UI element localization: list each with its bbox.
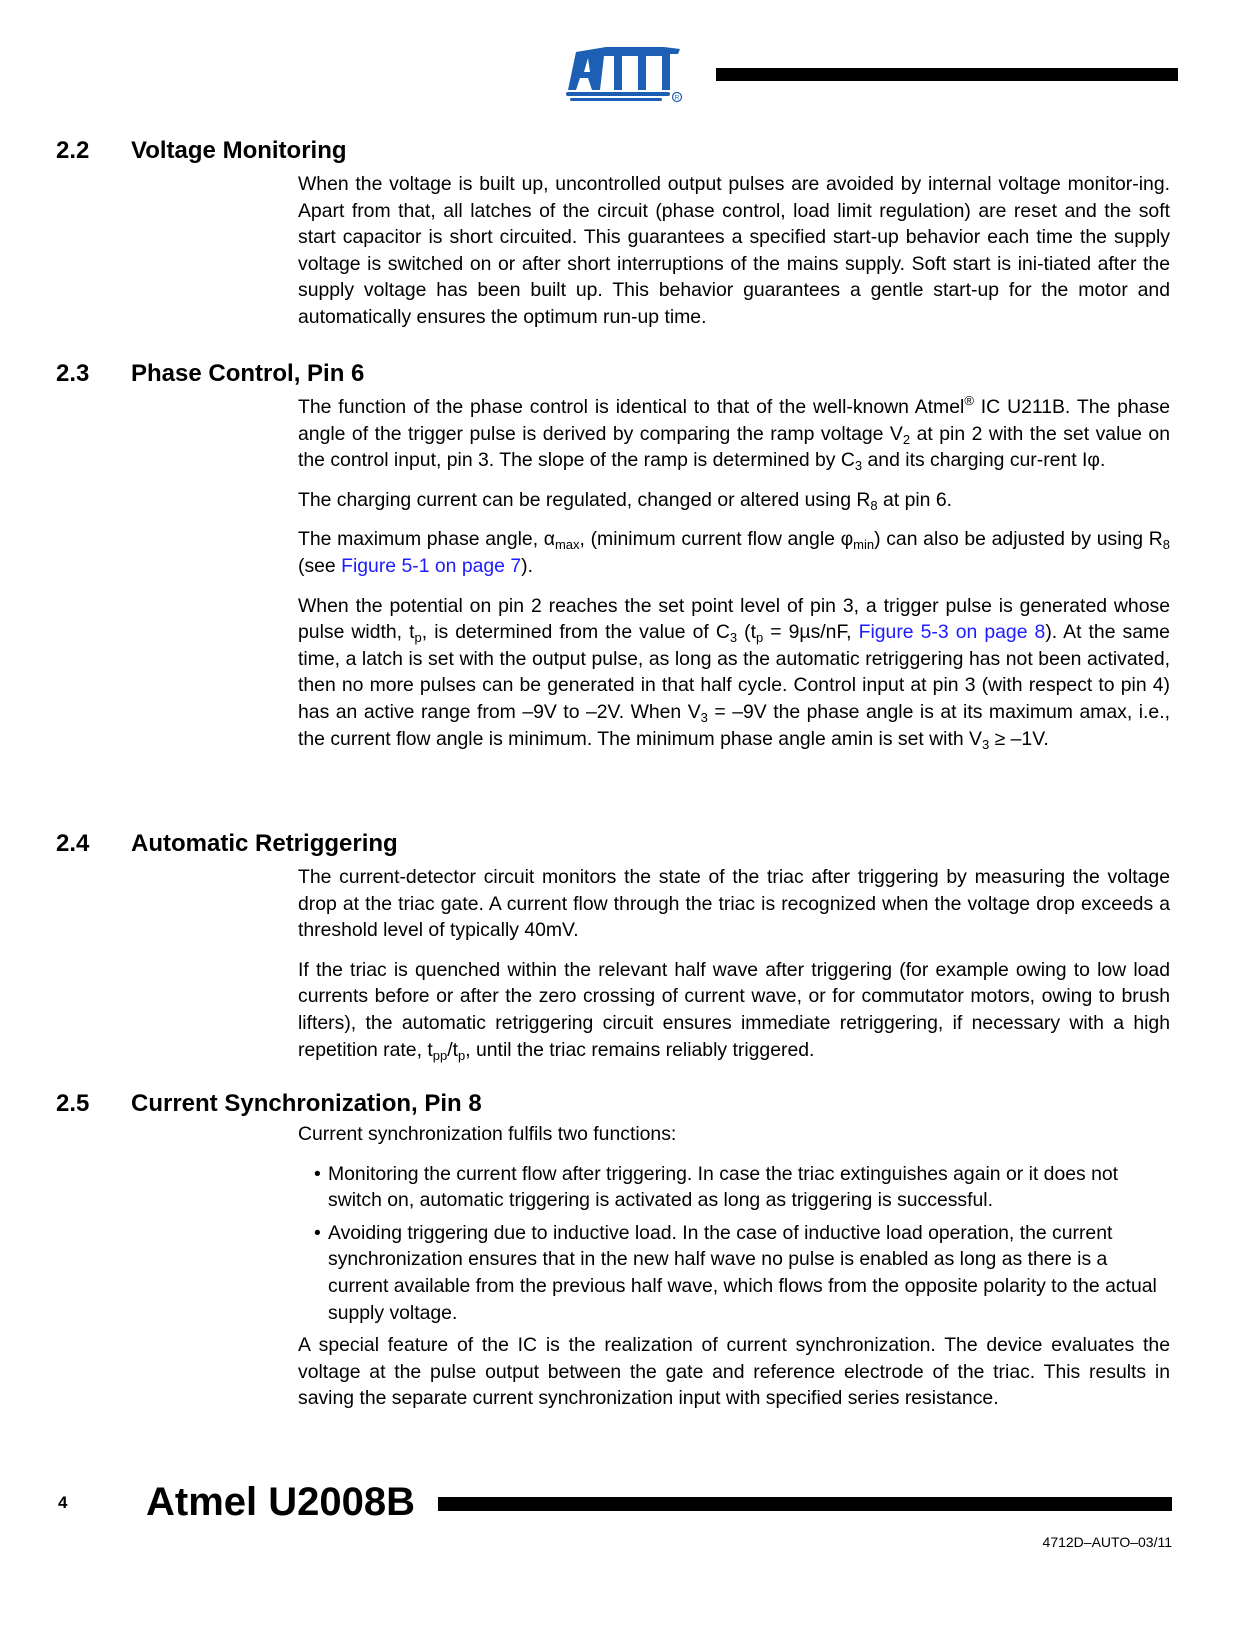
- section-body-2-2: [298, 171, 1170, 344]
- text-run: The maximum phase angle, α: [298, 528, 555, 551]
- text-run: at pin 2 with the set value on the control input, pin 3. The slope of the ramp is determined by C: [298, 422, 1170, 472]
- figure-5-3-link[interactable]: Figure 5-3 on page 8: [858, 621, 1046, 644]
- paragraph: [298, 593, 1170, 753]
- text-run: ).: [521, 554, 533, 577]
- paragraph: When the voltage is built up, uncontrolled output pulses are avoided by internal voltage monitor-ing. Apart from that, all latches of the circuit (phase control, load limit regulation) are reset and the soft start capacitor is short circuited. This guarantees a specified start-up behavior each time the supply voltage is switched on or after short interruptions of the mains supply. Soft start is ini-tiated after the supply voltage has been built up. This behavior guarantees a gentle start-up for the motor and automatically ensures the optimum run-up time.: [298, 173, 1170, 328]
- paragraph: [298, 487, 1170, 514]
- paragraph: [298, 526, 1170, 579]
- text-run: The charging current can be regulated, changed or altered using R: [298, 488, 871, 511]
- list-item-text: Avoiding triggering due to inductive load. In the case of inductive load operation, the current synchronization ensures that in the new half wave no pulse is enabled as long as there is a current available from the previous half wave, which flows from the opposite polarity to the actual supply voltage.: [328, 1221, 1157, 1324]
- text-run: When the potential on pin 2 reaches the set point level of pin 3, a trigger pulse is generated whose pulse width, t: [298, 594, 1170, 644]
- text-run: If the triac is quenched within the relevant half wave after triggering (for example owing to low load currents before or after the zero crossing of current wave, or for commutator motors, owing to brush lifters), the automatic retriggering circuit ensures immediate retriggering, if necessary with a high repetition rate, t: [298, 958, 1170, 1061]
- section-title: Automatic Retriggering: [131, 830, 398, 857]
- header-rule: [716, 68, 1178, 81]
- text-run: The function of the phase control is identical to that of the well-known Atmel: [298, 396, 965, 418]
- text-run: = –9V the phase angle is at its maximum amax, i.e., the current flow angle is minimum. The minimum phase angle amin is set with V: [298, 700, 1170, 750]
- subscript: 3: [981, 736, 990, 752]
- subscript: min: [853, 537, 875, 553]
- section-heading-2-2: [56, 137, 347, 165]
- text-run: (see: [298, 554, 342, 577]
- subscript: p: [414, 630, 422, 646]
- subscript: 3: [729, 630, 738, 646]
- section-body-2-5: [298, 1121, 1170, 1425]
- text-run: and its charging cur-rent Iφ.: [862, 449, 1106, 472]
- text-run: ) can also be adjusted by using R: [874, 528, 1163, 551]
- paragraph: The current-detector circuit monitors the state of the triac after triggering by measuring the voltage drop at the triac gate. A current flow through the triac is recognized when the voltage drop exceeds a threshold level of typically 40mV.: [298, 866, 1170, 942]
- footer-rule: [438, 1497, 1172, 1511]
- svg-text:R: R: [674, 94, 680, 102]
- text-run: (t: [737, 621, 756, 644]
- text-run: /t: [447, 1038, 458, 1061]
- section-heading-2-3: [56, 360, 364, 388]
- section-number: 2.5: [56, 1090, 90, 1117]
- text-run: , until the triac remains reliably triggered.: [465, 1038, 815, 1061]
- section-number: 2.4: [56, 830, 90, 857]
- text-run: at pin 6.: [877, 488, 953, 511]
- bullet-icon: •: [314, 1162, 321, 1185]
- text-run: ). At the same time, a latch is set with the output pulse, as long as the automatic retriggering has not been activated, then no more pulses can be generated in that half cycle. Control input at pin 3 (with respect to pin 4) has an active range from –9V to –2V. When V: [298, 621, 1170, 723]
- section-heading-2-4: [56, 830, 398, 858]
- footer-title: Atmel U2008B: [146, 1480, 416, 1524]
- section-number: 2.2: [56, 137, 90, 164]
- list-item-text: Monitoring the current flow after triggering. In case the triac extinguishes again or it does not switch on, automatic triggering is activated as long as triggering is successful.: [328, 1162, 1119, 1212]
- subscript: max: [554, 537, 580, 553]
- text-run: IC U211B. The phase angle of the trigger pulse is derived by comparing the ramp voltage V: [298, 396, 1171, 445]
- list-item: [314, 1220, 1170, 1326]
- section-body-2-4: [298, 864, 1170, 1076]
- text-run: = 9µs/nF,: [763, 621, 859, 644]
- section-title: Phase Control, Pin 6: [131, 360, 365, 387]
- section-title: Voltage Monitoring: [131, 137, 347, 164]
- paragraph: Current synchronization fulfils two functions:: [298, 1123, 677, 1145]
- atmel-logo: [566, 44, 684, 104]
- document-code: 4712D–AUTO–03/11: [1042, 1534, 1172, 1550]
- subscript: pp: [432, 1047, 448, 1063]
- section-title: Current Synchronization, Pin 8: [131, 1090, 482, 1117]
- section-heading-2-5: [56, 1090, 482, 1118]
- subscript: 3: [700, 709, 708, 725]
- superscript: ®: [964, 393, 974, 408]
- paragraph: [298, 394, 1170, 474]
- text-run: , is determined from the value of C: [421, 621, 730, 644]
- page-number: 4: [58, 1493, 68, 1512]
- list-item: [314, 1161, 1170, 1214]
- figure-5-1-link[interactable]: Figure 5-1 on page 7: [341, 554, 522, 577]
- bullet-list: [298, 1161, 1170, 1327]
- section-body-2-3: [298, 394, 1170, 765]
- subscript: p: [755, 630, 764, 646]
- text-run: ≥ –1V.: [989, 727, 1049, 750]
- subscript: 8: [1162, 537, 1170, 553]
- section-number: 2.3: [56, 360, 90, 387]
- paragraph: [298, 957, 1170, 1063]
- bullet-icon: •: [314, 1221, 321, 1244]
- subscript: 8: [870, 497, 878, 513]
- subscript: 2: [902, 431, 911, 447]
- paragraph: A special feature of the IC is the realization of current synchronization. The device evaluates the voltage at the pulse output between the gate and reference electrode of the triac. This results in saving the separate current synchronization input with specified series resistance.: [298, 1334, 1170, 1410]
- subscript: p: [457, 1047, 466, 1063]
- text-run: , (minimum current flow angle φ: [579, 528, 854, 551]
- subscript: 3: [854, 458, 863, 474]
